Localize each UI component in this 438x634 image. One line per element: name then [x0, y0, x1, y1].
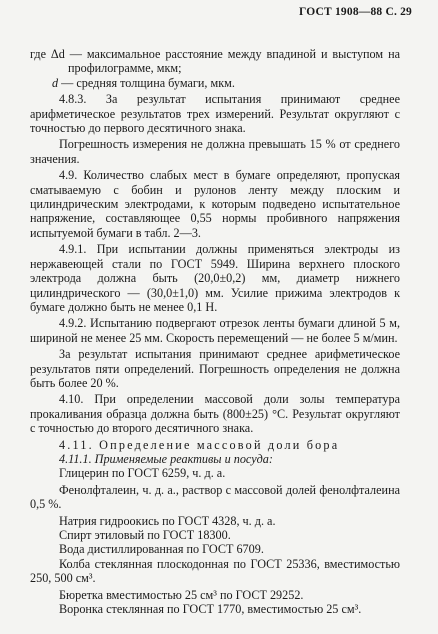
glassware-flask: Колба стеклянная плоскодонная по ГОСТ 25336, вместимостью 250, 500 см³. [30, 556, 400, 586]
paragraph-4-10: 4.10. При определении массовой доли золы температура прокаливания образца должна быть (800±25) °С. Результат округляют с точностью до второго десятичного знака. [30, 392, 400, 436]
paragraph-measurement-error: Погрешность измерения не должна превышать 15 % от среднего значения. [30, 137, 400, 166]
reagent-distilled-water: Вода дистиллированная по ГОСТ 6709. [59, 542, 264, 557]
paragraph-4-9-2: 4.9.2. Испытанию подвергают отрезок ленты бумаги длиной 5 м, шириной не менее 25 мм. Скорость перемещений — не более 5 м/мин. [30, 316, 400, 345]
definition-d-text: — средняя толщина бумаги, мкм. [58, 75, 235, 90]
page-header: ГОСТ 1908—88 С. 29 [299, 6, 412, 18]
reagent-phenolphthalein: Фенолфталеин, ч. д. а., раствор с массовой долей фенолфталеина 0,5 %. [30, 482, 400, 512]
reagent-sodium-hydroxide: Натрия гидроокись по ГОСТ 4328, ч. д. а. [59, 513, 276, 528]
paragraph-test-result: За результат испытания принимают среднее арифметическое результатов пяти определений. Погрешность определения не должна быть более 20 %. [30, 347, 400, 390]
paragraph-4-9-1: 4.9.1. При испытании должны применяться электроды из нержавеющей стали по ГОСТ 5949. Ширина верхнего плоского электрода должна быть (20,0±0,2) мм, диаметр нижнего цилиндрического — (30,0±1,0) мм. Усилие прижима электродов к бумаге должно быть не менее 0,1 Н. [30, 242, 400, 314]
reagent-ethanol: Спирт этиловый по ГОСТ 18300. [59, 528, 231, 542]
definition-delta-d: где Δd — максимальное расстояние между впадиной и выступом на профилограмме, мкм; [30, 47, 400, 76]
section-heading-4-11: 4.11. Определение массовой доли бора [59, 437, 340, 452]
glassware-burette: Бюретка вместимостью 25 см³ по ГОСТ 29252. [59, 587, 304, 602]
symbol-d: d [52, 75, 59, 90]
definition-d [30, 76, 400, 90]
document-body [30, 47, 400, 616]
reagent-glycerin: Глицерин по ГОСТ 6259, ч. д. а. [59, 466, 226, 481]
paragraph-4-9: 4.9. Количество слабых мест в бумаге определяют, пропуская сматываемую с бобин и рулонов ленту между плоским и цилиндрическим электродами, к которым подведено испытательное напряжение, составляющее 0,55 нормы пробивного напряжения испытуемой бумаги в табл. 2—3. [30, 168, 400, 240]
glassware-funnel: Воронка стеклянная по ГОСТ 1770, вместимостью 25 см³. [59, 602, 362, 617]
paragraph-4-8-3: 4.8.3. За результат испытания принимают среднее арифметическое результатов трех измерений. Результат округляют с точностью до первого десятичного знака. [30, 92, 400, 136]
subsection-4-11-1 [30, 452, 400, 466]
subsection-4-11-1-title: 4.11.1. Применяемые реактивы и посуда: [59, 451, 273, 466]
